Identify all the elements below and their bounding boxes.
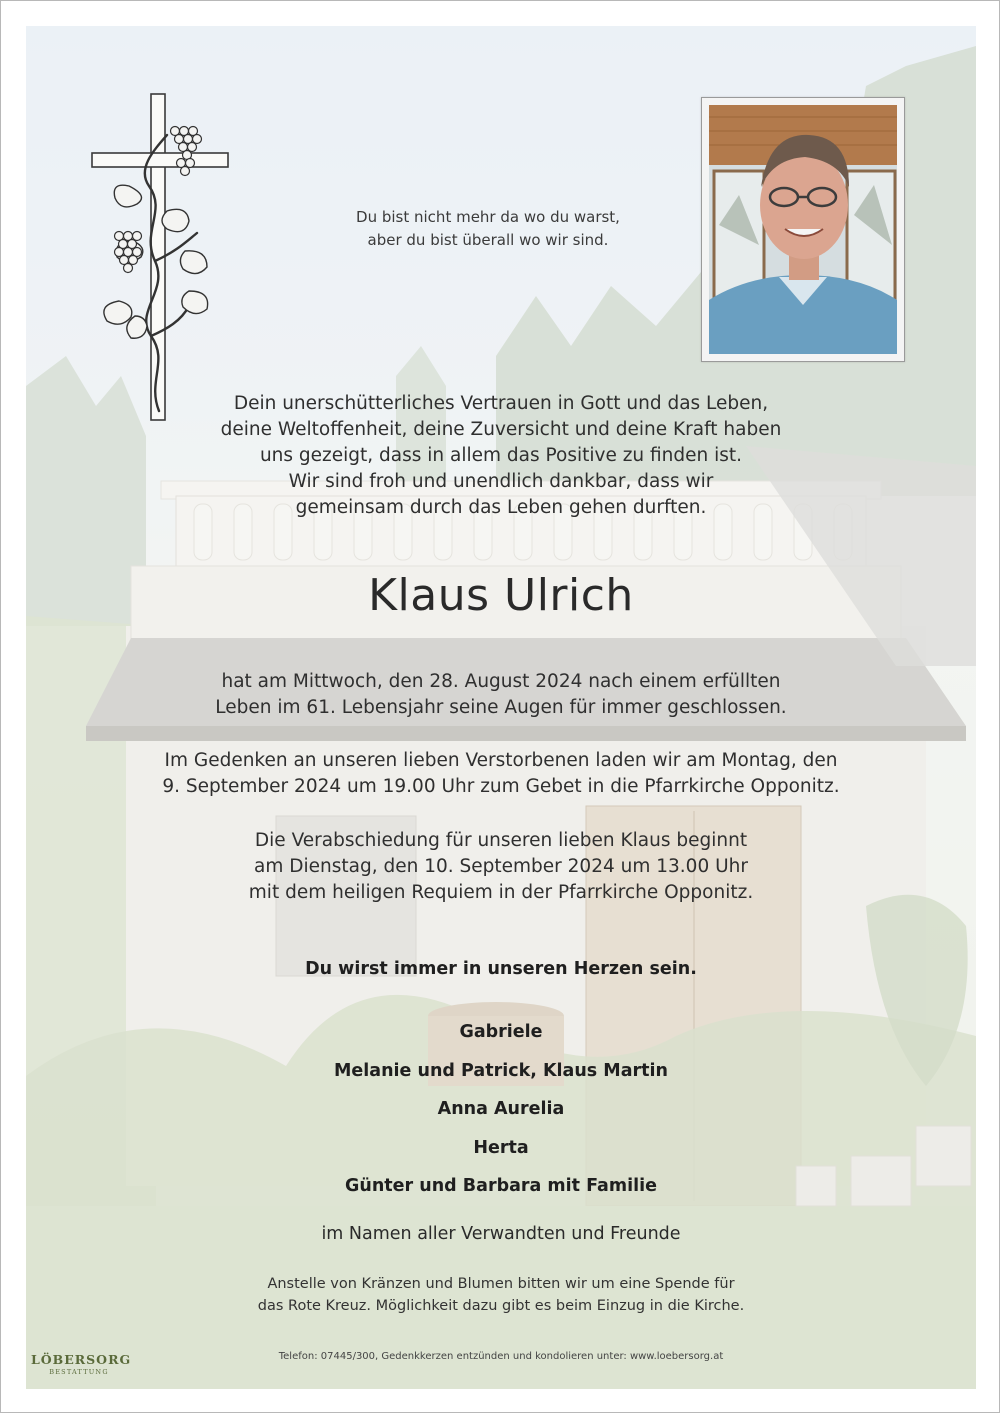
death-notice-line: Leben im 61. Lebensjahr seine Augen für immer geschlossen.: [215, 697, 787, 718]
heart-line: Du wirst immer in unseren Herzen sein.: [305, 959, 697, 979]
mourner-entry: Herta: [473, 1137, 529, 1158]
on-behalf-line: im Namen aller Verwandten und Freunde: [321, 1224, 681, 1244]
logo-subtitle: BESTATTUNG: [49, 1368, 109, 1376]
mourner-entry: Gabriele: [459, 1022, 543, 1042]
mourner-entry: Anna Aurelia: [437, 1099, 565, 1120]
motto-line: aber du bist überall wo wir sind.: [367, 231, 609, 249]
motto: [288, 206, 688, 252]
portrait-illustration: [709, 105, 897, 354]
donation-line: Anstelle von Kränzen und Blumen bitten wir um eine Spende für: [267, 1276, 735, 1292]
logo-brand: LÖBERSORG: [31, 1352, 132, 1367]
donation-line: das Rote Kreuz. Möglichkeit dazu gibt es beim Einzug in die Kirche.: [257, 1298, 745, 1314]
company-logo: [31, 1352, 132, 1377]
tribute-line: Dein unerschütterliches Vertrauen in Gott und das Leben,: [233, 393, 769, 414]
footer-contact: Telefon: 07445/300, Gedenkkerzen entzünden und kondolieren unter: www.loebersorg.at: [278, 1351, 724, 1362]
tribute-line: deine Weltoffenheit, deine Zuversicht und deine Kraft haben: [220, 419, 782, 440]
requiem-notice-line: Die Verabschiedung für unseren lieben Klaus beginnt: [254, 830, 748, 851]
donation-note: [1, 1273, 1000, 1317]
requiem-notice-line: am Dienstag, den 10. September 2024 um 13.00 Uhr: [254, 856, 748, 877]
portrait-photo: [701, 97, 905, 362]
tribute-line: Wir sind froh und unendlich dankbar, dass wir: [288, 471, 714, 492]
tribute-line: gemeinsam durch das Leben gehen durften.: [295, 497, 707, 518]
prayer-notice-line: Im Gedenken an unseren lieben Verstorbenen laden wir am Montag, den: [164, 750, 838, 771]
death-notice: [1, 669, 1000, 721]
prayer-notice: [1, 748, 1000, 800]
prayer-notice-line: 9. September 2024 um 19.00 Uhr zum Gebet in die Pfarrkirche Opponitz.: [162, 776, 840, 797]
mourner-entry: Melanie und Patrick, Klaus Martin: [334, 1060, 668, 1081]
requiem-notice-line: mit dem heiligen Requiem in der Pfarrkirche Opponitz.: [248, 882, 754, 903]
mourner-entry: Günter und Barbara mit Familie: [345, 1176, 657, 1197]
requiem-notice: [1, 828, 1000, 906]
deceased-name: Klaus Ulrich: [368, 570, 634, 621]
motto-line: Du bist nicht mehr da wo du warst,: [356, 208, 620, 226]
tribute-text: [1, 391, 1000, 521]
death-notice-line: hat am Mittwoch, den 28. August 2024 nach einem erfüllten: [221, 671, 781, 692]
tribute-line: uns gezeigt, dass in allem das Positive zu finden ist.: [259, 445, 743, 466]
mourners-list: [1, 1013, 1000, 1206]
grapevine-cross-icon: [89, 91, 231, 423]
